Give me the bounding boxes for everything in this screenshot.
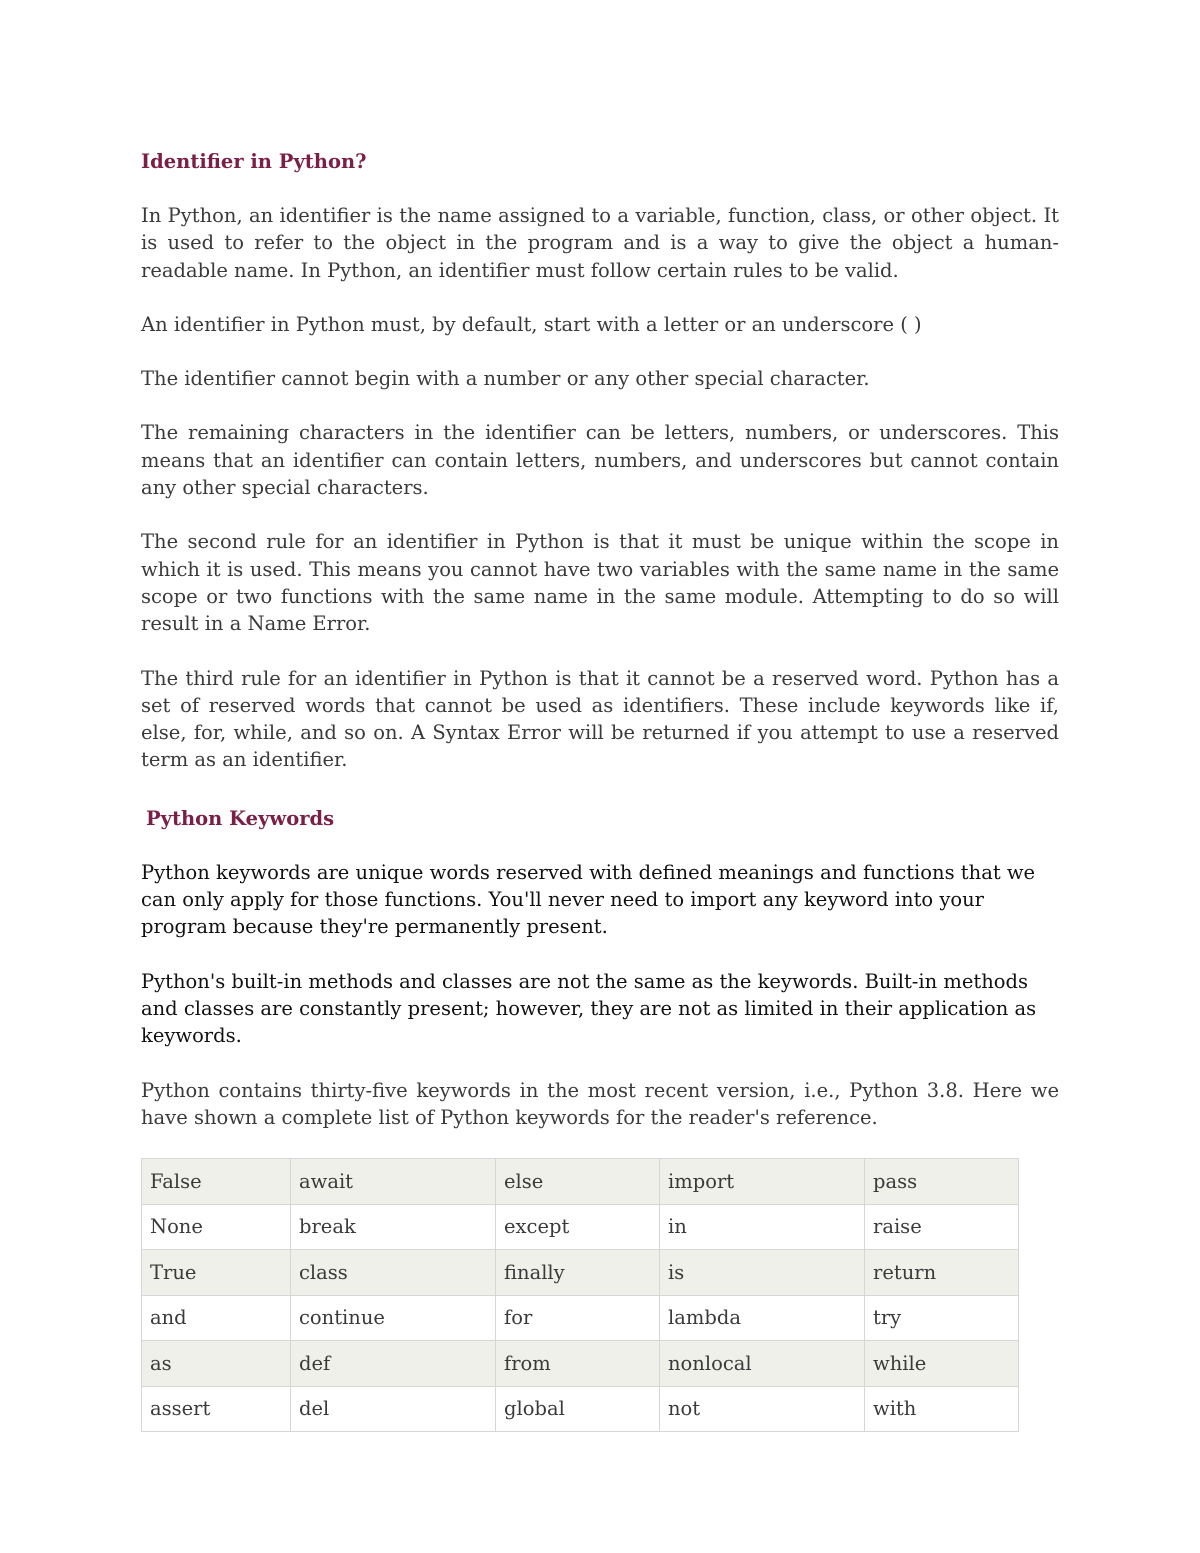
table-cell: continue xyxy=(291,1295,496,1341)
section-title-identifier: Identifier in Python? xyxy=(141,150,367,173)
table-cell: lambda xyxy=(660,1295,865,1341)
table-cell: break xyxy=(291,1204,496,1250)
table-cell: while xyxy=(865,1341,1019,1387)
document-page xyxy=(141,148,1059,1432)
paragraph: Python contains thirty-five keywords in the most recent version, i.e., Python 3.8. Here we have shown a complete list of Python keywords for the reader's reference. xyxy=(141,1078,1059,1129)
table-row xyxy=(142,1204,1019,1250)
table-cell: return xyxy=(865,1250,1019,1296)
table-cell: and xyxy=(142,1295,291,1341)
paragraph: The third rule for an identifier in Python is that it cannot be a reserved word. Python has a set of reserved words that cannot be used as identifiers. These include keywords like if, else, for, while, and so on. A Syntax Error will be returned if you attempt to use a reserved term as an identifier. xyxy=(141,666,1059,772)
table-row xyxy=(142,1386,1019,1432)
table-cell: None xyxy=(142,1204,291,1250)
paragraph: An identifier in Python must, by default, start with a letter or an underscore ( ) xyxy=(141,312,922,336)
table-cell: else xyxy=(496,1159,660,1205)
paragraph: The remaining characters in the identifier can be letters, numbers, or underscores. This means that an identifier can contain letters, numbers, and underscores but cannot contain any other special characters. xyxy=(141,421,1059,500)
table-cell: for xyxy=(496,1295,660,1341)
table-cell: await xyxy=(291,1159,496,1205)
table-cell: is xyxy=(660,1250,865,1296)
table-cell: as xyxy=(142,1341,291,1387)
table-cell: raise xyxy=(865,1204,1019,1250)
table-cell: from xyxy=(496,1341,660,1387)
table-cell: finally xyxy=(496,1250,660,1296)
paragraph: In Python, an identifier is the name assigned to a variable, function, class, or other object. It is used to refer to the object in the program and is a way to give the object a human-readable name. In Python, an identifier must follow certain rules to be valid. xyxy=(141,204,1059,282)
table-cell: pass xyxy=(865,1159,1019,1205)
table-row xyxy=(142,1159,1019,1205)
table-row xyxy=(142,1295,1019,1341)
table-cell: try xyxy=(865,1295,1019,1341)
table-cell: def xyxy=(291,1341,496,1387)
table-cell: nonlocal xyxy=(660,1341,865,1387)
table-row xyxy=(142,1341,1019,1387)
table-cell: class xyxy=(291,1250,496,1296)
table-cell: False xyxy=(142,1159,291,1205)
table-cell: except xyxy=(496,1204,660,1250)
table-cell: in xyxy=(660,1204,865,1250)
paragraph: Python's built-in methods and classes are not the same as the keywords. Built-in methods and classes are constantly present; however, they are not as limited in their application as keywords. xyxy=(141,969,1037,1048)
table-cell: True xyxy=(142,1250,291,1296)
table-cell: global xyxy=(496,1386,660,1432)
table-cell: del xyxy=(291,1386,496,1432)
paragraph: The identifier cannot begin with a number or any other special character. xyxy=(141,367,870,391)
table-cell: import xyxy=(660,1159,865,1205)
paragraph: Python keywords are unique words reserved with defined meanings and functions that we can only apply for those functions. You'll never need to import any keyword into your program because they're permanently present. xyxy=(141,860,1036,939)
table-row xyxy=(142,1250,1019,1296)
keywords-table xyxy=(141,1158,1019,1432)
table-cell: with xyxy=(865,1386,1019,1432)
section-title-keywords: Python Keywords xyxy=(146,806,335,830)
table-cell: assert xyxy=(142,1386,291,1432)
paragraph: The second rule for an identifier in Python is that it must be unique within the scope in which it is used. This means you cannot have two variables with the same name in the same scope or two functions with the same name in the same module. Attempting to do so will result in a Name Error. xyxy=(141,530,1059,636)
table-cell: not xyxy=(660,1386,865,1432)
